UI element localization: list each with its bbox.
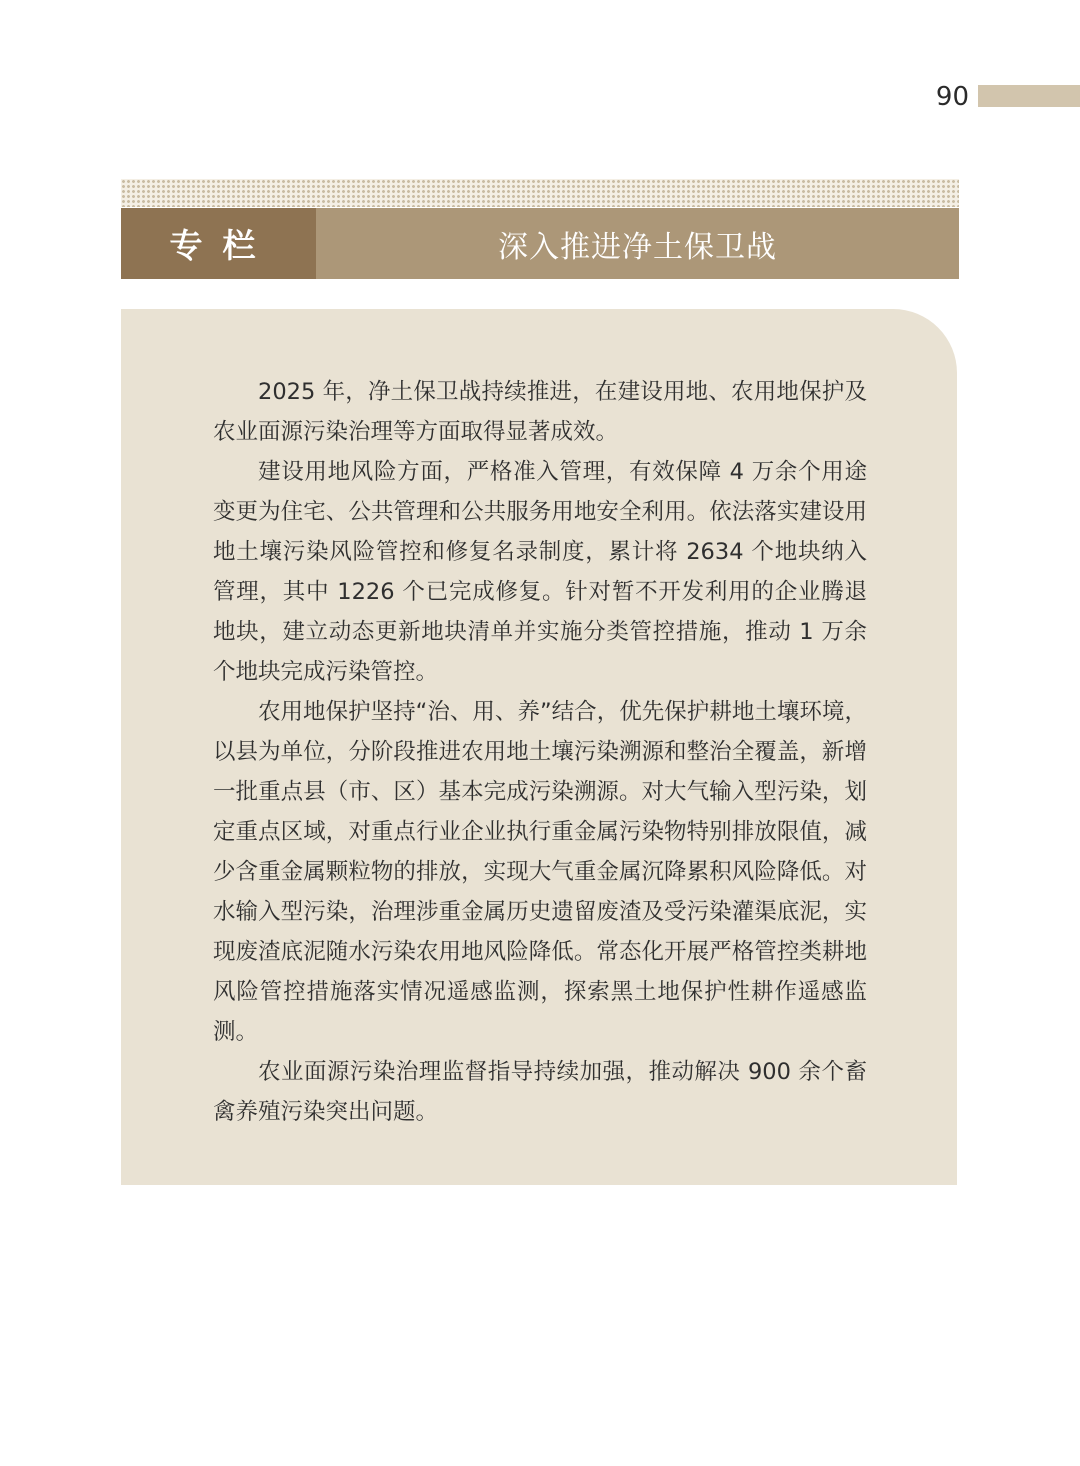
column-body xyxy=(213,372,867,1132)
paragraph: 农业面源污染治理监督指导持续加强，推动解决 900 余个畜禽养殖污染突出问题。 xyxy=(213,1059,867,1125)
dotted-strip-decoration xyxy=(121,179,959,207)
page-tab-decoration xyxy=(978,85,1080,107)
paragraph: 农用地保护坚持“治、用、养”结合，优先保护耕地土壤环境，以县为单位，分阶段推进农用地土壤污染溯源和整治全覆盖，新增一批重点县（市、区）基本完成污染溯源。对大气输入型污染，划定重点区域，对重点行业企业执行重金属污染物特别排放限值，减少含重金属颗粒物的排放，实现大气重金属沉降累积风险降低。对水输入型污染，治理涉重金属历史遗留废渣及受污染灌渠底泥，实现废渣底泥随水污染农用地风险降低。常态化开展严格管控类耕地风险管控措施落实情况遥感监测，探索黑土地保护性耕作遥感监测。 xyxy=(213,699,867,1045)
column-title: 深入推进净土保卫战 xyxy=(498,229,777,265)
paragraph: 建设用地风险方面，严格准入管理，有效保障 4 万余个用途变更为住宅、公共管理和公共服务用地安全利用。依法落实建设用地土壤污染风险管控和修复名录制度，累计将 2634 个地块纳入管理，其中 1226 个已完成修复。针对暂不开发利用的企业腾退地块，建立动态更新地块清单并实施分类管控措施，推动 1 万余个地块完成污染管控。 xyxy=(213,459,867,685)
column-label: 专栏 xyxy=(121,208,316,279)
page-number: 90 xyxy=(935,82,969,112)
paragraph: 2025 年，净土保卫战持续推进，在建设用地、农用地保护及农业面源污染治理等方面取得显著成效。 xyxy=(213,379,867,445)
column-header xyxy=(121,208,959,279)
